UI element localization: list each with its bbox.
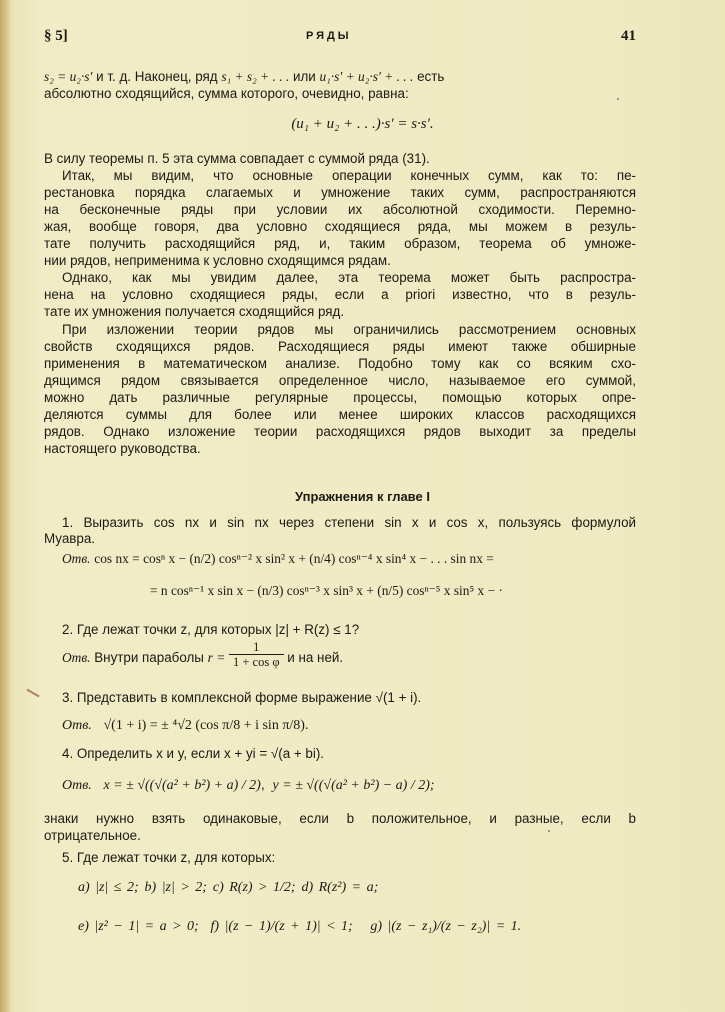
paragraph-line: дящимся рядом связывается определенное число, называемое его суммой,	[44, 373, 636, 388]
fraction-numerator: 1	[229, 640, 284, 655]
exercise-5-item-g: g) |(z − z₁)/(z − z₂)| = 1.	[370, 919, 522, 934]
paragraph-line: абсолютно сходящийся, сумма которого, очевидно, равна:	[44, 86, 409, 101]
inline-math: s₁ + s₂ + . . .	[221, 69, 290, 84]
paragraph-line: жая, вообще говоря, два условно сходящиеся ряда, мы можем в резуль-	[44, 219, 636, 234]
answer-formula: cos nx = cosⁿ x − (n/2) cosⁿ⁻² x sin² x + (n/4) cosⁿ⁻⁴ x sin⁴ x − . . . sin nx =	[94, 551, 494, 566]
text-run: и на ней.	[287, 650, 344, 666]
paragraph-line: настоящего руководства.	[44, 441, 201, 456]
paragraph-line: нена на условно сходящиеся ряды, если a priori известно, что в резуль-	[44, 287, 636, 302]
answer-formula: = n cosⁿ⁻¹ x sin x − (n/3) cosⁿ⁻³ x sin³ x + (n/5) cosⁿ⁻⁵ x sin⁵ x − ·	[150, 583, 503, 598]
exercise-5-question: 5. Где лежат точки z, для которых:	[62, 850, 276, 865]
display-formula: (u₁ + u₂ + . . .)·s′ = s·s′.	[291, 116, 434, 132]
exercise-4-question: 4. Определить x и y, если x + yi = √(a + bi).	[62, 746, 325, 761]
paragraph-line: рестановка порядка слагаемых и умножение таких сумм, распространяются	[44, 185, 636, 200]
answer-formula-x: x = ± √((√(a² + b²) + a) / 2)	[103, 778, 261, 793]
text-run: или	[289, 69, 320, 84]
text-run: есть	[413, 69, 445, 84]
fraction-denominator: 1 + cos φ	[232, 655, 280, 669]
exercise-1-answer-cont	[150, 582, 650, 599]
paragraph-line: При изложении теории рядов мы ограничились рассмотрением основных	[62, 322, 636, 337]
scan-mark	[26, 689, 39, 698]
exercise-5-item-a: a) |z| ≤ 2;	[78, 880, 139, 895]
exercise-4-note-cont: отрицательное.	[44, 828, 141, 843]
paragraph-line: можно дать различные регулярные процессы, помощью которых опре-	[44, 390, 636, 405]
text-run: Внутри параболы	[94, 650, 204, 666]
paragraph-line: свойств сходящихся рядов. Расходящиеся ряды имеют также обширные	[44, 339, 636, 354]
exercise-5-items-row-2	[78, 917, 638, 935]
exercise-3-answer	[62, 716, 654, 734]
exercise-4-note: знаки нужно взять одинаковые, если b положительное, и разные, если b	[44, 811, 636, 826]
inline-math: r =	[207, 650, 226, 666]
scan-speck	[617, 98, 619, 100]
section-number: § 5]	[44, 28, 68, 44]
text-run: и т. д. Наконец, ряд	[92, 69, 222, 84]
running-header	[44, 28, 636, 46]
exercise-4-answer: Отв. x = ± √((√(a² + b²) + a) / 2), y = ± √((√(a² + b²) − a) / 2);	[62, 776, 435, 793]
exercise-5-item-c: c) R(z) > 1/2;	[212, 880, 296, 895]
paragraph-line: нии рядов, неприменима к условно сходящимся рядам.	[44, 253, 391, 268]
paragraph-line: применения в математическом анализе. Подобно тому как со всяким схо-	[44, 356, 636, 371]
exercise-1-question: 1. Выразить cos nx и sin nx через степени sin x и cos x, пользуясь формулой	[62, 515, 636, 530]
exercises-heading: Упражнения к главе I	[295, 489, 430, 504]
answer-label: Отв.	[62, 778, 92, 793]
chapter-title: РЯДЫ	[306, 30, 352, 42]
exercise-5-item-f: f) |(z − 1)/(z + 1)| < 1;	[210, 919, 353, 934]
paragraph-line: на бесконечные ряды при условии их абсолютной сходимости. Перемно-	[44, 202, 636, 217]
paragraph-line: рядов. Однако изложение теории расходящихся рядов выходит за пределы	[44, 424, 636, 439]
inline-math: u₁·s′ + u₂·s′ + . . .	[319, 69, 414, 84]
exercise-2-answer	[62, 640, 654, 678]
answer-label: Отв.	[62, 551, 91, 566]
exercise-2-question: 2. Где лежат точки z, для которых |z| + R(z) ≤ 1?	[62, 622, 360, 637]
fraction	[229, 640, 284, 669]
paragraph-line: тате их умножения получается сходящийся ряд.	[44, 304, 345, 319]
paragraph-line: деляются суммы для более или менее широких классов расходящихся	[44, 407, 636, 422]
exercise-1-answer	[62, 550, 654, 567]
exercise-5-item-d: d) R(z²) = a;	[301, 880, 379, 895]
exercise-5-item-e: e) |z² − 1| = a > 0;	[78, 919, 199, 934]
paragraph-line: В силу теоремы п. 5 эта сумма совпадает с суммой ряда (31).	[44, 151, 430, 166]
exercise-1-question-cont: Муавра.	[44, 531, 96, 546]
answer-label: Отв.	[62, 650, 91, 666]
paragraph-line: тате получить расходящийся ряд, и, таким образом, теорема об умноже-	[44, 236, 636, 251]
scan-speck	[548, 830, 550, 832]
exercise-3-question: 3. Представить в комплексной форме выражение √(1 + i).	[62, 690, 422, 705]
answer-formula-y: y = ± √((√(a² + b²) − a) / 2);	[272, 778, 435, 793]
paragraph-line: Однако, как мы увидим далее, эта теорема может быть распростра-	[62, 270, 636, 285]
exercise-5-items-row-1	[78, 878, 598, 896]
paragraph-line	[44, 68, 636, 85]
inline-math: s₂ = u₂·s′	[44, 69, 93, 84]
page-number: 41	[621, 28, 636, 44]
exercise-5-item-b: b) |z| > 2;	[144, 880, 207, 895]
answer-label: Отв.	[62, 718, 92, 733]
answer-formula: √(1 + i) = ± ⁴√2 (cos π/8 + i sin π/8).	[103, 718, 309, 733]
page-binding-edge	[0, 0, 10, 1012]
paragraph-line: Итак, мы видим, что основные операции конечных сумм, как то: пе-	[62, 168, 636, 183]
